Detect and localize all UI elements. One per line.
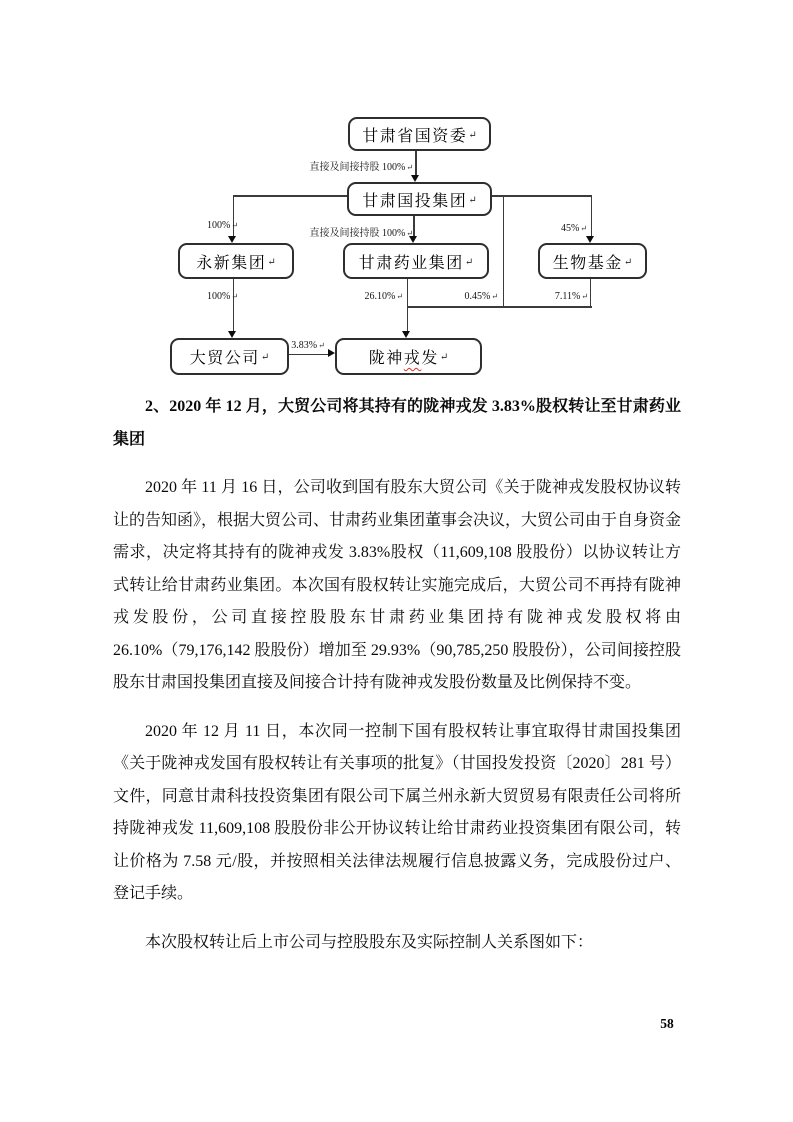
edge-label-damao-longshen [287, 340, 329, 351]
return-mark: ↵ [581, 292, 588, 301]
arrow-right-icon [328, 349, 335, 357]
org-node-label: 甘肃省国资委 [362, 127, 468, 145]
org-node-label-misspelled: 戎 [403, 350, 422, 367]
paragraph-share-transfer-notice: 2020 年 11 月 16 日，公司收到国有股东大贸公司《关于陇神戎发股权协议转让的告知函》，根据大贸公司、甘肃药业集团董事会决议，大贸公司由于自身资金需求，决定将其持有的陇神戎发 3.83%股权（11,609,108 股股份）以协议转让方式转让给甘肃药业集团。本次国有股权转让实施完成后，大贸公司不再持有陇神戎发股份，公司直接控股股东甘肃药业集团持有陇神戎发股权将由 26.10%（79,176,142 股股份）增加至 29.93%（90,785,250 股股份），公司间接控股股东甘肃国投集团直接及间接合计持有陇神戎发股份数量及比例保持不变。 [113, 479, 682, 691]
org-node-longshen [335, 338, 482, 375]
edge-label-sasac-guotou [255, 158, 413, 173]
org-node-gansu-sasac [348, 117, 491, 151]
return-mark: ↵ [406, 163, 413, 172]
org-node-label: 生物基金 [552, 254, 623, 272]
return-mark: ↵ [231, 292, 238, 301]
return-mark: ↵ [580, 224, 587, 233]
org-node-label: 大贸公司 [189, 350, 260, 367]
paragraph-relationship-intro: 本次股权转让后上市公司与控股股东及实际控制人关系图如下： [145, 933, 594, 951]
return-mark: ↵ [260, 352, 270, 363]
connector-line [415, 147, 417, 176]
edge-label-text: 7.11% [554, 291, 581, 302]
org-node-label: 甘肃国投集团 [362, 192, 468, 210]
edge-label-text: 100% [206, 291, 231, 302]
edge-label-biofund-longshen [540, 291, 588, 302]
edge-label-text: 0.45% [464, 291, 491, 302]
org-node-yongxin-group [178, 243, 294, 279]
return-mark: ↵ [396, 292, 403, 301]
edge-label-text: 直接及间接持股 100% [309, 162, 406, 173]
connector-line [407, 306, 409, 332]
return-mark: ↵ [623, 256, 633, 268]
return-mark: ↵ [267, 256, 276, 268]
document-body [113, 391, 681, 959]
return-mark: ↵ [406, 229, 413, 238]
connector-line [503, 195, 505, 307]
connector-line [233, 195, 347, 197]
edge-label-pharma-longshen [350, 291, 403, 302]
edge-label-text: 直接及间接持股 100% [309, 228, 406, 239]
org-node-label: 陇神 [368, 350, 404, 367]
edge-label-guotou-pharma [255, 224, 413, 239]
section-heading: 2、2020 年 12 月，大贸公司将其持有的陇神戎发 3.83%股权转让至甘肃药业集团 [113, 398, 681, 448]
edge-label-guotou-yongxin [188, 220, 238, 231]
connector-line [590, 275, 592, 307]
org-node-label: 永新集团 [196, 254, 267, 272]
page-number: 58 [660, 1016, 674, 1031]
ownership-structure-chart [0, 0, 793, 385]
return-mark: ↵ [318, 341, 325, 350]
edge-label-guotou-longshen [450, 291, 498, 302]
connector-line [591, 195, 593, 237]
edge-label-text: 3.83% [291, 340, 318, 351]
edge-label-text: 100% [206, 220, 231, 231]
return-mark: ↵ [231, 221, 238, 230]
org-node-label: 发 [421, 350, 439, 367]
arrow-down-icon [411, 175, 419, 182]
connector-line [285, 354, 329, 356]
org-node-gansu-pharma [343, 243, 489, 279]
return-mark: ↵ [464, 256, 474, 268]
arrow-down-icon [586, 236, 594, 243]
edge-label-text: 45% [560, 223, 580, 234]
arrow-down-icon [228, 331, 236, 338]
connector-line [407, 306, 592, 308]
edge-label-yongxin-damao [188, 291, 238, 302]
org-node-damao-company [170, 338, 289, 375]
org-node-bio-fund [538, 243, 647, 279]
org-node-gansu-guotou [347, 182, 492, 216]
connector-line [407, 275, 409, 307]
connector-line [233, 275, 235, 332]
return-mark: ↵ [468, 129, 477, 141]
return-mark: ↵ [468, 194, 477, 206]
org-node-label: 甘肃药业集团 [358, 254, 464, 272]
edge-label-guotou-biofund [545, 223, 587, 234]
return-mark: ↵ [491, 292, 498, 301]
return-mark: ↵ [439, 352, 449, 363]
arrow-down-icon [228, 236, 236, 243]
edge-label-text: 26.10% [364, 291, 396, 302]
arrow-down-icon [402, 331, 410, 338]
paragraph-approval-document: 2020 年 12 月 11 日，本次同一控制下国有股权转让事宜取得甘肃国投集团《关于陇神戎发国有股权转让有关事项的批复》（甘国投发投资〔2020〕281 号）文件，同意甘肃科技投资集团有限公司下属兰州永新大贸贸易有限责任公司将所持陇神戎发 11,609,108 股股份非公开协议转让给甘肃药业投资集团有限公司，转让价格为 7.58 元/股，并按照相关法律法规履行信息披露义务，完成股份过户、登记手续。 [113, 722, 681, 902]
